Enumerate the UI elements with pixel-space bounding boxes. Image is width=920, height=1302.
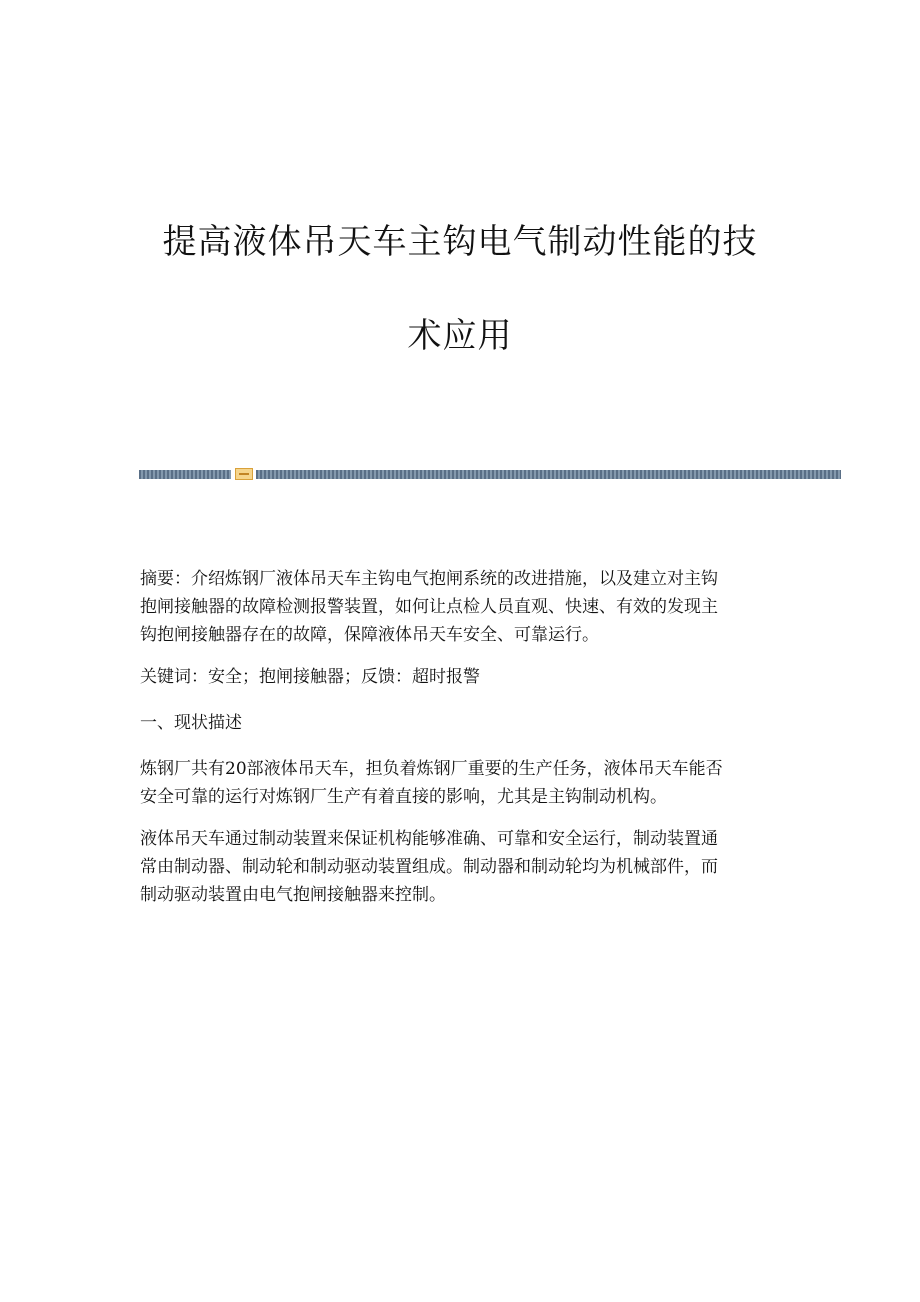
abstract-line: 钩抱闸接触器存在的故障，保障液体吊天车安全、可靠运行。 [140, 625, 599, 645]
divider-ornament-icon [235, 468, 253, 480]
page-title-line-1: 提高液体吊天车主钩电气制动性能的技 [162, 222, 758, 262]
body-line: 安全可靠的运行对炼钢厂生产有着直接的影响，尤其是主钩制动机构。 [140, 787, 667, 807]
page-title-line-2: 术应用 [407, 316, 513, 356]
body-line: 液体吊天车通过制动装置来保证机构能够准确、可靠和安全运行，制动装置通 [140, 829, 718, 849]
abstract-line: 摘要：介绍炼钢厂液体吊天车主钩电气抱闸系统的改进措施，以及建立对主钩 [140, 569, 718, 589]
title-divider-right [256, 470, 841, 479]
abstract-paragraph [140, 565, 785, 649]
document-body [140, 565, 785, 923]
abstract-line: 抱闸接触器的故障检测报警装置，如何让点检人员直观、快速、有效的发现主 [140, 597, 718, 617]
body-line: 炼钢厂共有20部液体吊天车，担负着炼钢厂重要的生产任务，液体吊天车能否 [140, 759, 723, 779]
body-paragraph-2 [140, 825, 785, 909]
keywords-line: 关键词：安全；抱闸接触器；反馈：超时报警 [140, 667, 480, 687]
section-heading: 一、现状描述 [140, 713, 242, 733]
body-line: 常由制动器、制动轮和制动驱动装置组成。制动器和制动轮均为机械部件，而 [140, 857, 718, 877]
title-divider-left [139, 470, 231, 479]
body-line: 制动驱动装置由电气抱闸接触器来控制。 [140, 885, 446, 905]
body-paragraph-1 [140, 755, 785, 811]
